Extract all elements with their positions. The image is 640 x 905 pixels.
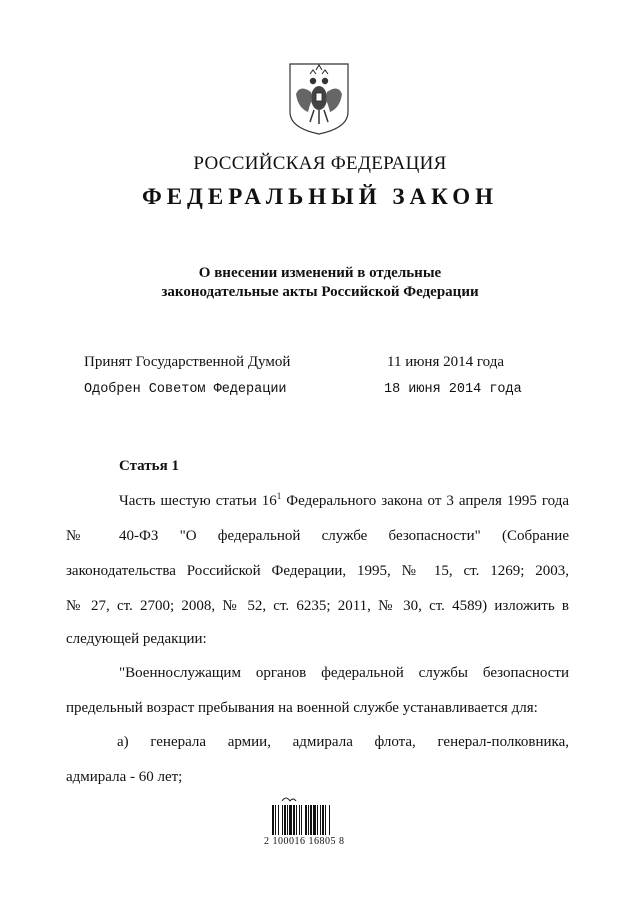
adoption-label: Принят Государственной Думой <box>84 354 291 370</box>
law-title-line-2: законодательные акты Российской Федерации <box>161 284 479 300</box>
adoption-label: Одобрен Советом Федерации <box>84 382 287 397</box>
barcode-digits: 2 100016 16805 8 <box>264 836 345 847</box>
line-text: Федерального закона от 3 апреля 1995 года <box>281 493 569 509</box>
article-text-line: законодательства Российской Федерации, 1995, № 15, ст. 1269; 2003, <box>66 563 569 579</box>
adoption-date: 18 июня 2014 года <box>384 382 522 397</box>
barcode-bar <box>310 805 312 835</box>
barcode-bar <box>282 805 283 835</box>
line-text: Часть шестую статьи 16 <box>119 493 277 509</box>
barcode-bar <box>287 805 288 835</box>
law-title-line-1: О внесении изменений в отдельные <box>198 265 442 281</box>
article-text-line: а) генерала армии, адмирала флота, генерал-полковника, <box>117 734 569 750</box>
barcode-bar <box>301 805 302 835</box>
barcode-bar <box>317 805 318 835</box>
country-name: РОССИЙСКАЯ ФЕДЕРАЦИЯ <box>193 153 447 174</box>
article-text-line: следующей редакции: <box>66 631 207 647</box>
article-text-line <box>119 491 569 510</box>
barcode-bar <box>293 805 295 835</box>
article-text-line: № 27, ст. 2700; 2008, № 52, ст. 6235; 2011, № 30, ст. 4589) изложить в <box>66 598 569 614</box>
coat-of-arms-emblem <box>286 62 352 136</box>
barcode-bar <box>278 805 279 835</box>
adoption-date: 11 июня 2014 года <box>387 354 504 370</box>
article-text-line: № 40-ФЗ "О федеральной службе безопасности" (Собрание <box>66 528 569 544</box>
barcode-bar <box>320 805 321 835</box>
barcode-bar <box>289 805 292 835</box>
article-heading: Статья 1 <box>119 458 179 474</box>
barcode-mark <box>282 798 296 801</box>
barcode-bar <box>284 805 286 835</box>
superscript: 1 <box>276 491 282 501</box>
barcode-bar <box>329 805 330 835</box>
law-title <box>0 264 640 302</box>
article-text-line: предельный возраст пребывания на военной службе устанавливается для: <box>66 700 538 716</box>
barcode-bar <box>296 805 297 835</box>
barcode-bar <box>325 805 326 835</box>
adoption-row-federation-council <box>84 382 554 397</box>
barcode-bar <box>313 805 316 835</box>
adoption-row-duma <box>84 354 554 371</box>
russian-coat-of-arms-icon <box>286 62 352 136</box>
law-type: ФЕДЕРАЛЬНЫЙ ЗАКОН <box>141 184 499 209</box>
barcode-icon <box>268 793 356 837</box>
article-text-line: адмирала - 60 лет; <box>66 769 183 785</box>
barcode-bar <box>322 805 324 835</box>
barcode-bar <box>305 805 307 835</box>
barcode-bar <box>275 805 276 835</box>
barcode-bar <box>299 805 300 835</box>
barcode-bar <box>308 805 309 835</box>
article-text-line: "Военнослужащим органов федеральной службы безопасности <box>119 665 569 681</box>
barcode-bar <box>272 805 274 835</box>
